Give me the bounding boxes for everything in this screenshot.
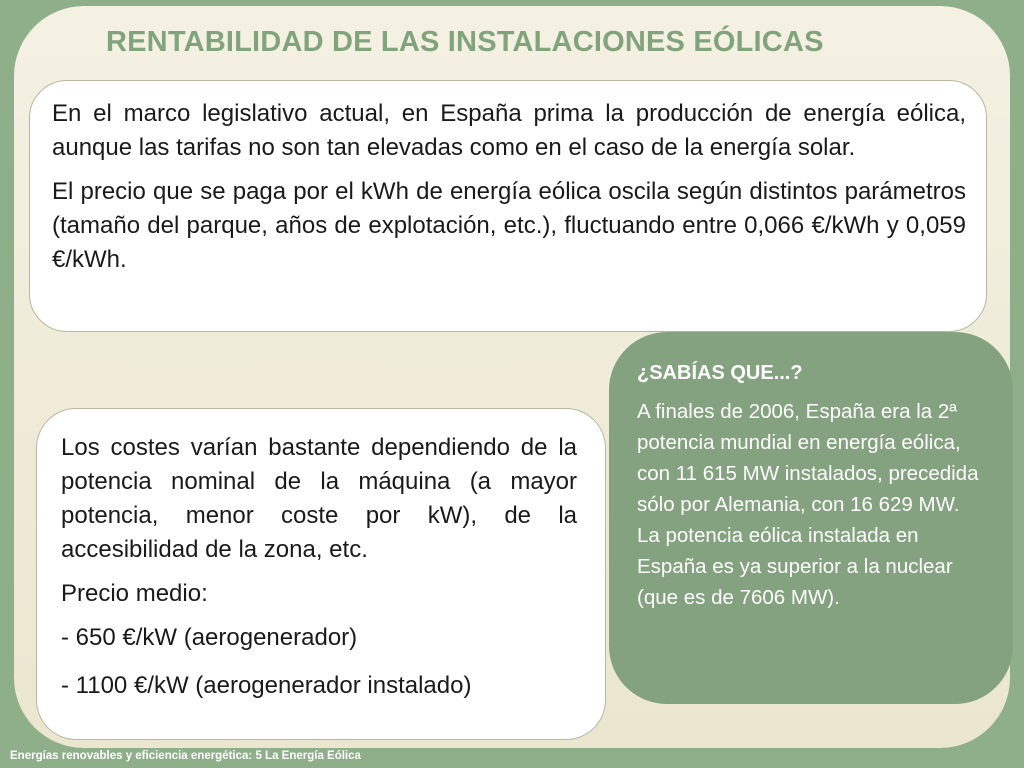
footer-caption: Energías renovables y eficiencia energética: 5 La Energía Eólica	[10, 750, 361, 762]
intro-paragraph-price: El precio que se paga por el kWh de energía eólica oscila según distintos parámetros (tamaño del parque, años de explotación, etc.), fluctuando entre 0,066 €/kWh y 0,059 €/kWh.	[52, 178, 966, 273]
intro-text-box	[29, 80, 987, 332]
price-heading: Precio medio:	[61, 580, 208, 607]
costs-text-box	[36, 408, 606, 740]
price-item-installed: - 1100 €/kW (aerogenerador instalado)	[61, 672, 472, 699]
did-you-know-box	[609, 332, 1013, 704]
did-you-know-body: A finales de 2006, España era la 2ª potencia mundial en energía eólica, con 11 615 MW instalados, precedida sólo por Alemania, con 16 629 MW. La potencia eólica instalada en España es ya superior a la nuclear (que es de 7606 MW).	[637, 400, 979, 609]
slide-title: RENTABILIDAD DE LAS INSTALACIONES EÓLICAS	[106, 26, 824, 58]
costs-paragraph: Los costes varían bastante dependiendo de la potencia nominal de la máquina (a mayor potencia, menor coste por kW), de la accesibilidad de la zona, etc.	[61, 434, 577, 563]
did-you-know-heading: ¿SABÍAS QUE...?	[637, 362, 803, 384]
intro-paragraph-legislation: En el marco legislativo actual, en España prima la producción de energía eólica, aunque las tarifas no son tan elevadas como en el caso de la energía solar.	[52, 100, 966, 161]
price-item-aerogenerador: - 650 €/kW (aerogenerador)	[61, 624, 358, 651]
